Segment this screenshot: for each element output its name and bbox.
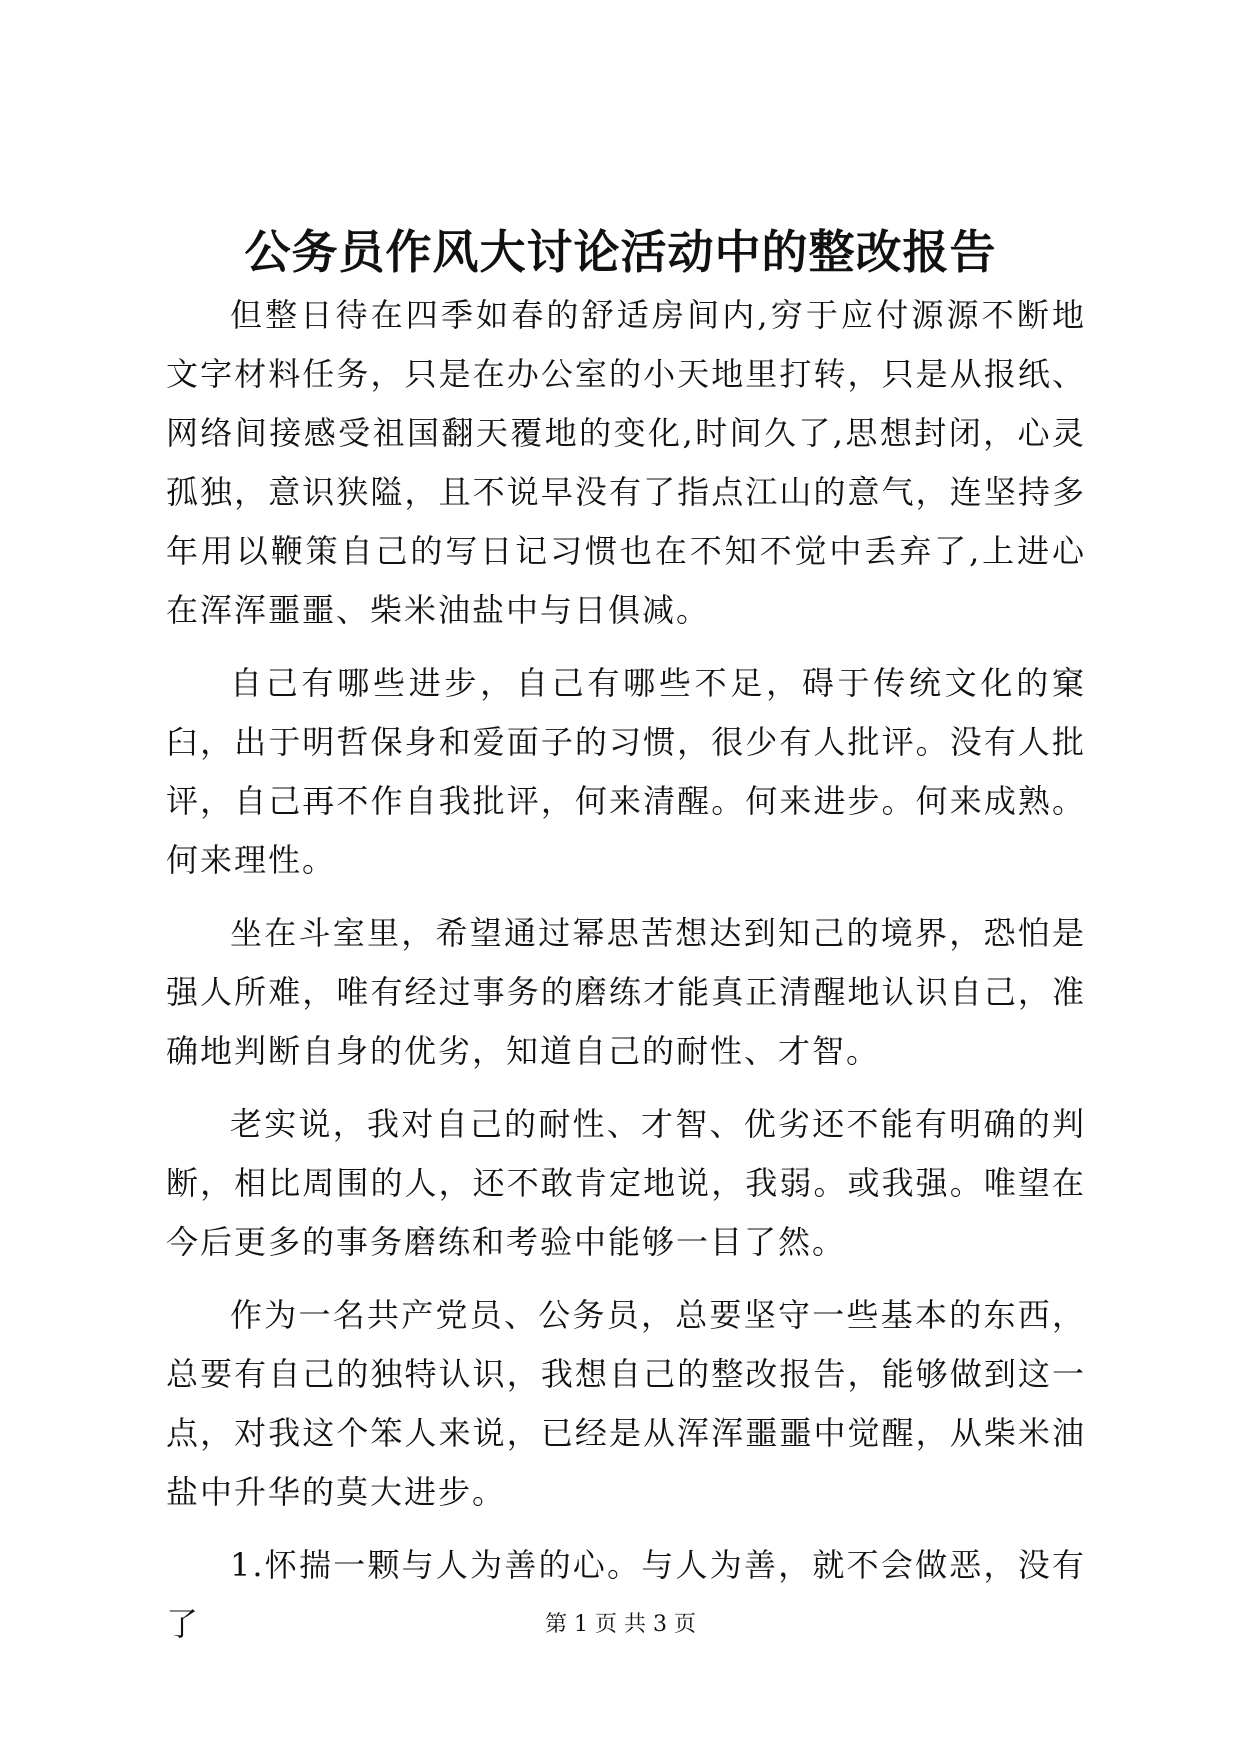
page-footer: 第 1 页 共 3 页 (545, 1612, 696, 1637)
paragraph: 但整日待在四季如春的舒适房间内,穷于应付源源不断地文字材料任务，只是在办公室的小天地里打转，只是从报纸、网络间接感受祖国翻天覆地的变化,时间久了,思想封闭，心灵孤独，意识狭隘，且不说早没有了指点江山的意气，连坚持多年用以鞭策自己的写日记习惯也在不知不觉中丢弃了,上进心在浑浑噩噩、柴米油盐中与日俱减。 (166, 296, 1086, 629)
paragraph: 1.怀揣一颗与人为善的心。与人为善，就不会做恶，没有了 (166, 1546, 1086, 1643)
paragraph: 作为一名共产党员、公务员，总要坚守一些基本的东西，总要有自己的独特认识，我想自己的整改报告，能够做到这一点，对我这个笨人来说，已经是从浑浑噩噩中觉醒，从柴米油盐中升华的莫大进步。 (166, 1296, 1086, 1511)
paragraph: 自己有哪些进步，自己有哪些不足，碍于传统文化的窠臼，出于明哲保身和爱面子的习惯，很少有人批评。没有人批评，自己再不作自我批评，何来清醒。何来进步。何来成熟。何来理性。 (166, 664, 1086, 879)
document-title: 公务员作风大讨论活动中的整改报告 (244, 225, 997, 279)
document-body (166, 286, 1086, 1668)
paragraph: 坐在斗室里，希望通过幂思苦想达到知己的境界，恐怕是强人所难，唯有经过事务的磨练才能真正清醒地认识自己，准确地判断自身的优劣，知道自己的耐性、才智。 (166, 914, 1086, 1070)
paragraph: 老实说，我对自己的耐性、才智、优劣还不能有明确的判断，相比周围的人，还不敢肯定地说，我弱。或我强。唯望在今后更多的事务磨练和考验中能够一目了然。 (166, 1105, 1086, 1261)
